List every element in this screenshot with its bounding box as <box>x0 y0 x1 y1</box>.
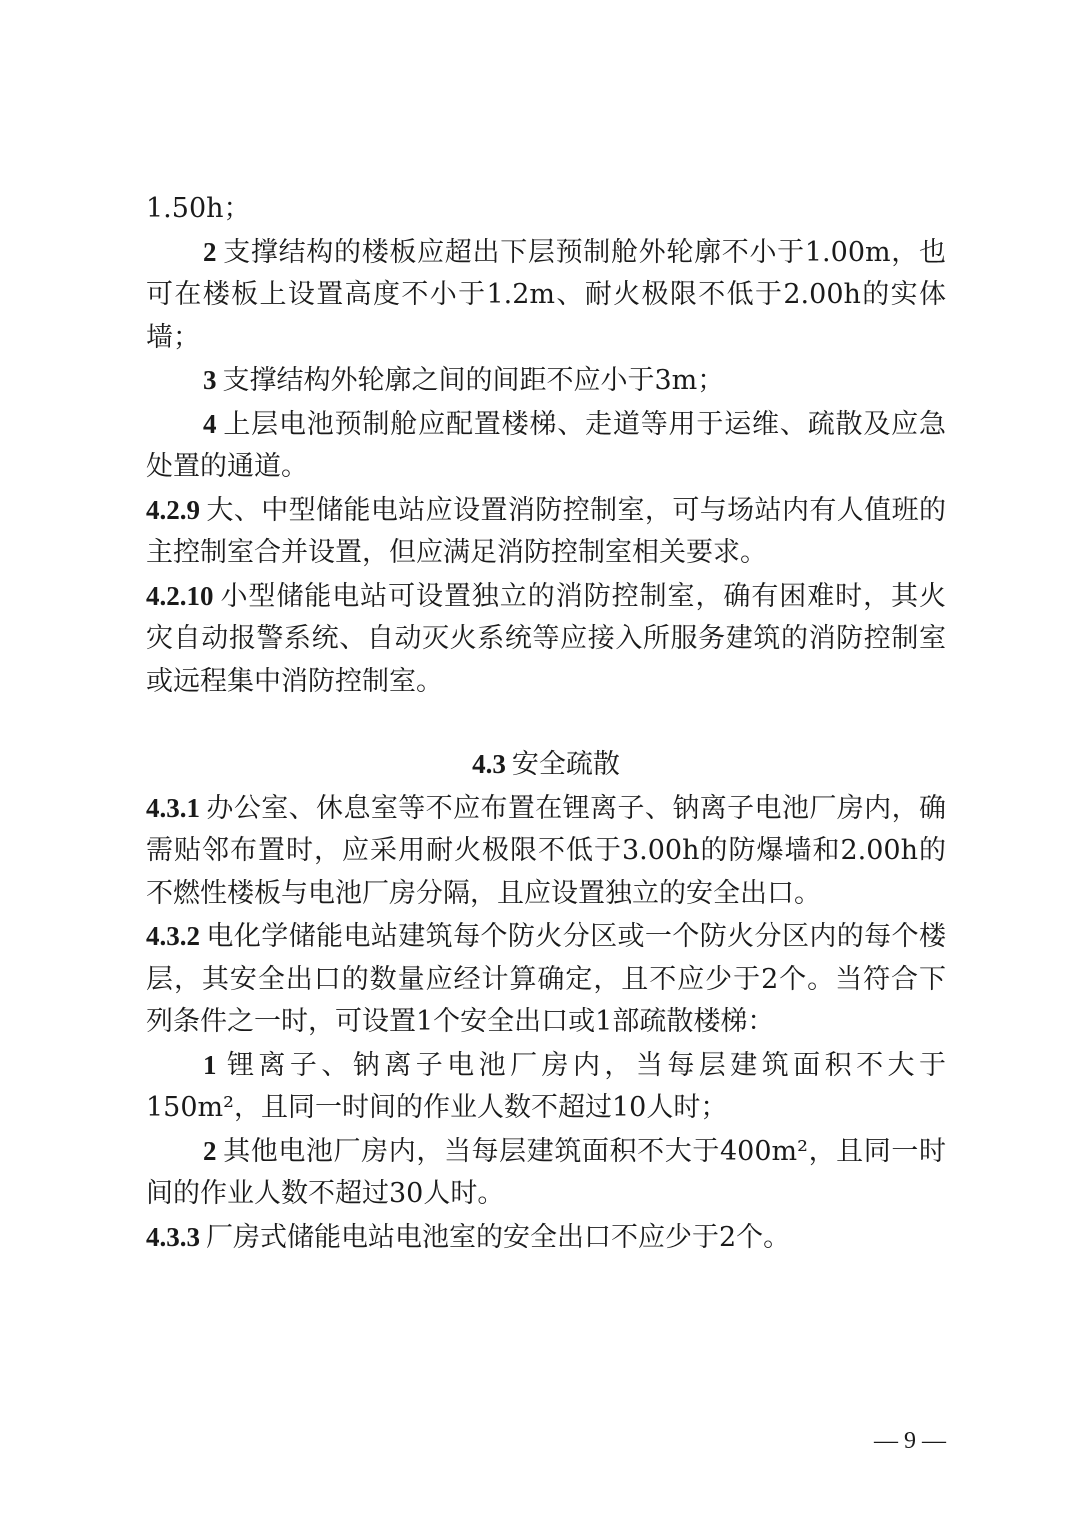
clause-text: 1.50h； <box>146 193 251 224</box>
paragraph <box>146 915 946 1044</box>
clause-text: 上层电池预制舱应配置楼梯、走道等用于运维、疏散及应急处置的通道。 <box>146 408 946 482</box>
paragraph <box>146 188 946 231</box>
paragraph <box>146 359 946 403</box>
paragraph <box>146 489 946 575</box>
clause-text: 大、中型储能电站应设置消防控制室，可与场站内有人值班的主控制室合并设置，但应满足消防控制室相关要求。 <box>146 494 946 568</box>
clause-number: 1 <box>203 1049 217 1080</box>
clause-text: 小型储能电站可设置独立的消防控制室，确有困难时，其火灾自动报警系统、自动灭火系统等应接入所服务建筑的消防控制室或远程集中消防控制室。 <box>146 580 946 697</box>
paragraph <box>146 787 946 916</box>
clause-number: 4.2.9 <box>146 494 200 525</box>
clause-text: 支撑结构的楼板应超出下层预制舱外轮廓不小于1.00m，也可在楼板上设置高度不小于1.2m、耐火极限不低于2.00h的实体墙； <box>146 236 946 353</box>
clause-number: 4 <box>203 408 217 439</box>
clause-number: 4.3.1 <box>146 792 200 823</box>
clause-number: 4.3.2 <box>146 921 200 951</box>
clause-text: 支撑结构外轮廓之间的间距不应小于3m； <box>222 365 725 396</box>
clause-number: 4.3.3 <box>146 1221 200 1252</box>
paragraph <box>146 1130 946 1216</box>
section-heading <box>146 743 946 787</box>
document-body <box>146 188 946 1259</box>
page-number: — 9 — <box>874 1428 946 1454</box>
paragraphs-before-section <box>146 188 946 703</box>
clause-number: 2 <box>203 1135 217 1166</box>
paragraph <box>146 403 946 489</box>
clause-text: 锂离子、钠离子电池厂房内，当每层建筑面积不大于150m²，且同一时间的作业人数不超过10人时； <box>146 1049 946 1123</box>
paragraph <box>146 575 946 704</box>
clause-number: 4.2.10 <box>146 580 214 611</box>
section-number: 4.3 <box>472 749 506 779</box>
clause-number: 2 <box>203 236 217 267</box>
clause-text: 电化学储能电站建筑每个防火分区或一个防火分区内的每个楼层，其安全出口的数量应经计算确定，且不应少于2个。当符合下列条件之一时，可设置1个安全出口或1部疏散楼梯： <box>146 921 946 1037</box>
clause-text: 其他电池厂房内，当每层建筑面积不大于400m²，且同一时间的作业人数不超过30人时。 <box>146 1135 946 1209</box>
section-title: 安全疏散 <box>511 749 620 780</box>
clause-text: 厂房式储能电站电池室的安全出口不应少于2个。 <box>206 1221 791 1253</box>
paragraph <box>146 231 946 360</box>
clause-number: 3 <box>203 365 217 395</box>
clause-text: 办公室、休息室等不应布置在锂离子、钠离子电池厂房内，确需贴邻布置时，应采用耐火极限不低于3.00h的防爆墙和2.00h的不燃性楼板与电池厂房分隔，且应设置独立的安全出口。 <box>146 792 946 909</box>
paragraphs-after-section <box>146 787 946 1260</box>
paragraph <box>146 1216 946 1260</box>
paragraph <box>146 1044 946 1130</box>
